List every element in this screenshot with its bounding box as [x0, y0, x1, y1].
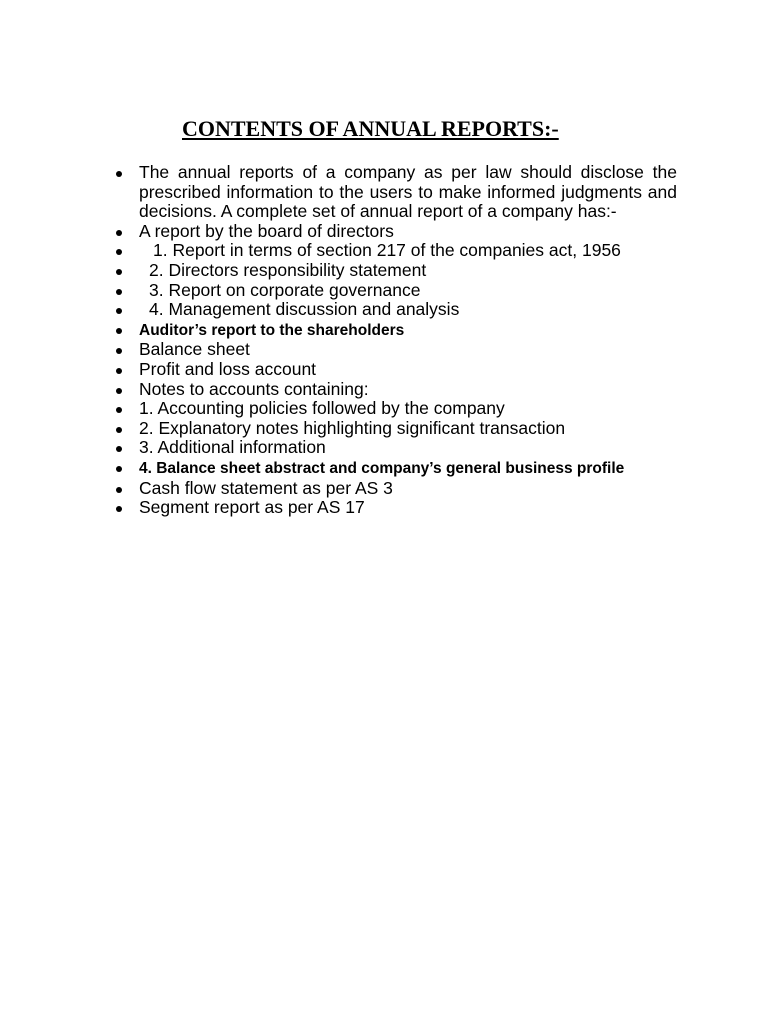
bullet-icon	[116, 308, 122, 314]
list-item	[112, 281, 677, 301]
list-item-text: Auditor’s report to the shareholders	[139, 321, 405, 339]
list-item-text: Balance sheet	[139, 339, 250, 360]
list-item	[112, 399, 677, 419]
bullet-icon	[116, 407, 122, 413]
bullet-icon	[116, 328, 122, 334]
list-item-text: Segment report as per AS 17	[139, 497, 365, 518]
list-item	[112, 479, 677, 499]
bullet-icon	[116, 388, 122, 394]
list-item	[112, 241, 677, 261]
list-item-text: A report by the board of directors	[139, 220, 394, 241]
list-item	[112, 498, 677, 518]
list-item-text: Cash flow statement as per AS 3	[139, 477, 393, 498]
list-item-text: 2. Directors responsibility statement	[149, 259, 427, 280]
list-item-text: 1. Report in terms of section 217 of the companies act, 1956	[153, 240, 621, 261]
list-item-text: 3. Additional information	[139, 437, 326, 458]
list-item	[112, 222, 677, 242]
list-item-text: 3. Report on corporate governance	[149, 279, 421, 300]
bullet-icon	[116, 446, 122, 452]
list-item	[112, 419, 677, 439]
contents-list	[112, 163, 677, 518]
list-item	[112, 380, 677, 400]
bullet-icon	[116, 171, 122, 177]
bullet-icon	[116, 368, 122, 374]
list-item	[112, 163, 677, 222]
list-item-text: 2. Explanatory notes highlighting significant transaction	[139, 417, 566, 438]
list-item-text: The annual reports of a company as per law should disclose the prescribed information to the users to make informed judgments and decisions. A complete set of annual report of a company has:-	[139, 162, 677, 222]
bullet-icon	[116, 427, 122, 433]
bullet-icon	[116, 289, 122, 295]
bullet-icon	[116, 249, 122, 255]
list-item	[112, 438, 677, 458]
bullet-icon	[116, 269, 122, 275]
list-item	[112, 320, 677, 341]
bullet-icon	[116, 230, 122, 236]
document-title: CONTENTS OF ANNUAL REPORTS:-	[182, 116, 559, 141]
list-item	[112, 340, 677, 360]
list-item-text: 4. Balance sheet abstract and company’s general business profile	[139, 459, 625, 477]
list-item-text: 4. Management discussion and analysis	[149, 299, 460, 320]
bullet-icon	[116, 348, 122, 354]
list-item-text: Profit and loss account	[139, 358, 317, 379]
list-item	[112, 360, 677, 380]
list-item	[112, 300, 677, 320]
bullet-icon	[116, 487, 122, 493]
bullet-icon	[116, 466, 122, 472]
list-item-text: 1. Accounting policies followed by the company	[139, 398, 505, 419]
list-item-text: Notes to accounts containing:	[139, 378, 369, 399]
bullet-icon	[116, 506, 122, 512]
list-item	[112, 458, 677, 479]
list-item	[112, 261, 677, 281]
